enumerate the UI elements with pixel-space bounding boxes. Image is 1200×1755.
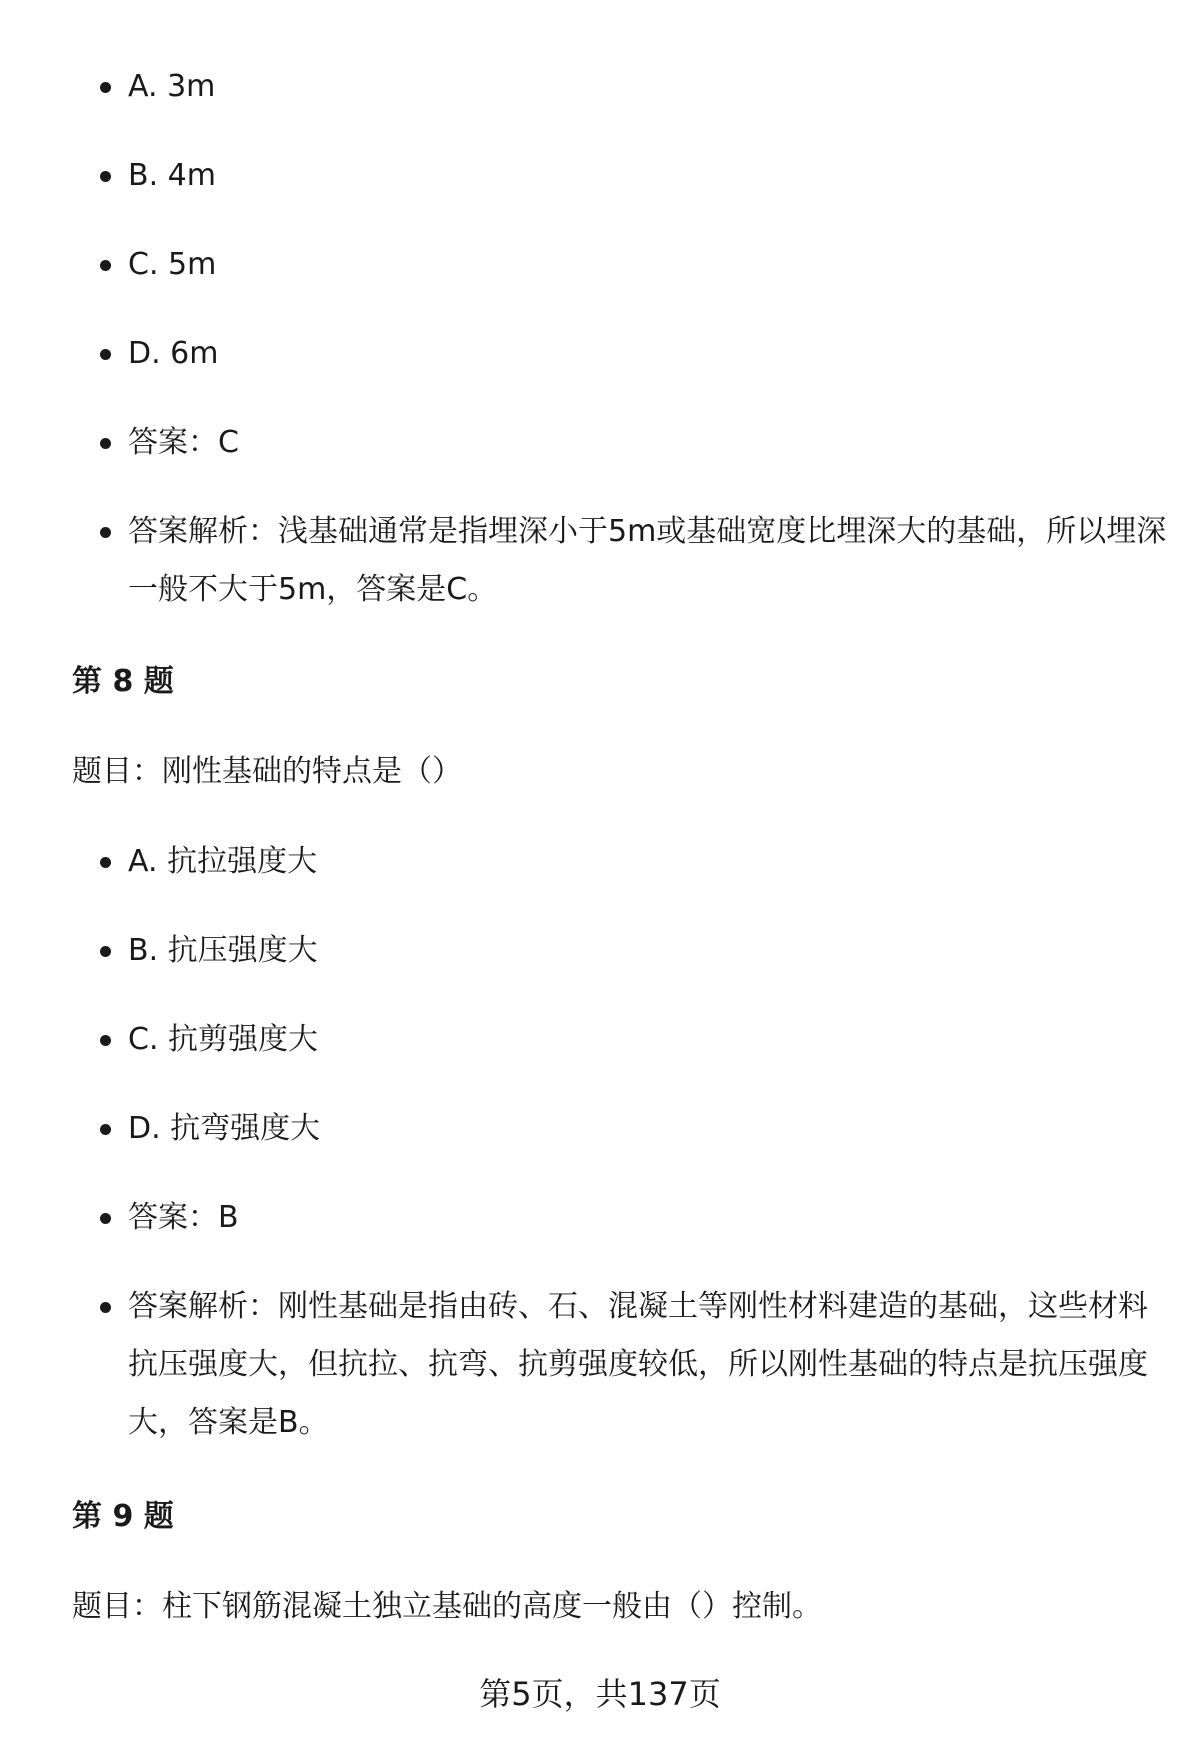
q7-option-a: A. 3m (72, 58, 1172, 116)
q9-stem-block (72, 1587, 1172, 1627)
q9-stem: 题目：柱下钢筋混凝土独立基础的高度一般由（）控制。 (72, 1589, 822, 1624)
q9-heading-block (72, 1497, 1172, 1537)
q7-option-b: B. 4m (72, 147, 1172, 205)
q7-option-list (72, 58, 1172, 619)
q7-option-d: D. 6m (72, 325, 1172, 383)
q8-analysis: 答案解析：刚性基础是指由砖、石、混凝土等刚性材料建造的基础，这些材料抗压强度大，但抗拉、抗弯、抗剪强度较低，所以刚性基础的特点是抗压强度大，答案是B。 (72, 1278, 1172, 1452)
q7-analysis: 答案解析：浅基础通常是指埋深小于5m或基础宽度比埋深大的基础，所以埋深一般不大于5m，答案是C。 (72, 503, 1172, 619)
q7-option-c: C. 5m (72, 236, 1172, 294)
q8-stem-block (72, 752, 1172, 792)
q8-option-a: A. 抗拉强度大 (72, 833, 1172, 891)
q9-heading: 第 9 题 (72, 1499, 174, 1534)
q8-option-list (72, 833, 1172, 1452)
q8-heading: 第 8 题 (72, 664, 174, 699)
q8-answer: 答案：B (72, 1189, 1172, 1247)
q8-stem: 题目：刚性基础的特点是（） (72, 754, 462, 789)
q8-heading-block (72, 662, 1172, 702)
page-indicator: 第5页，共137页 (479, 1675, 721, 1713)
q8-option-c: C. 抗剪强度大 (72, 1011, 1172, 1069)
q8-option-b: B. 抗压强度大 (72, 922, 1172, 980)
q8-option-d: D. 抗弯强度大 (72, 1100, 1172, 1158)
q7-answer: 答案：C (72, 414, 1172, 472)
